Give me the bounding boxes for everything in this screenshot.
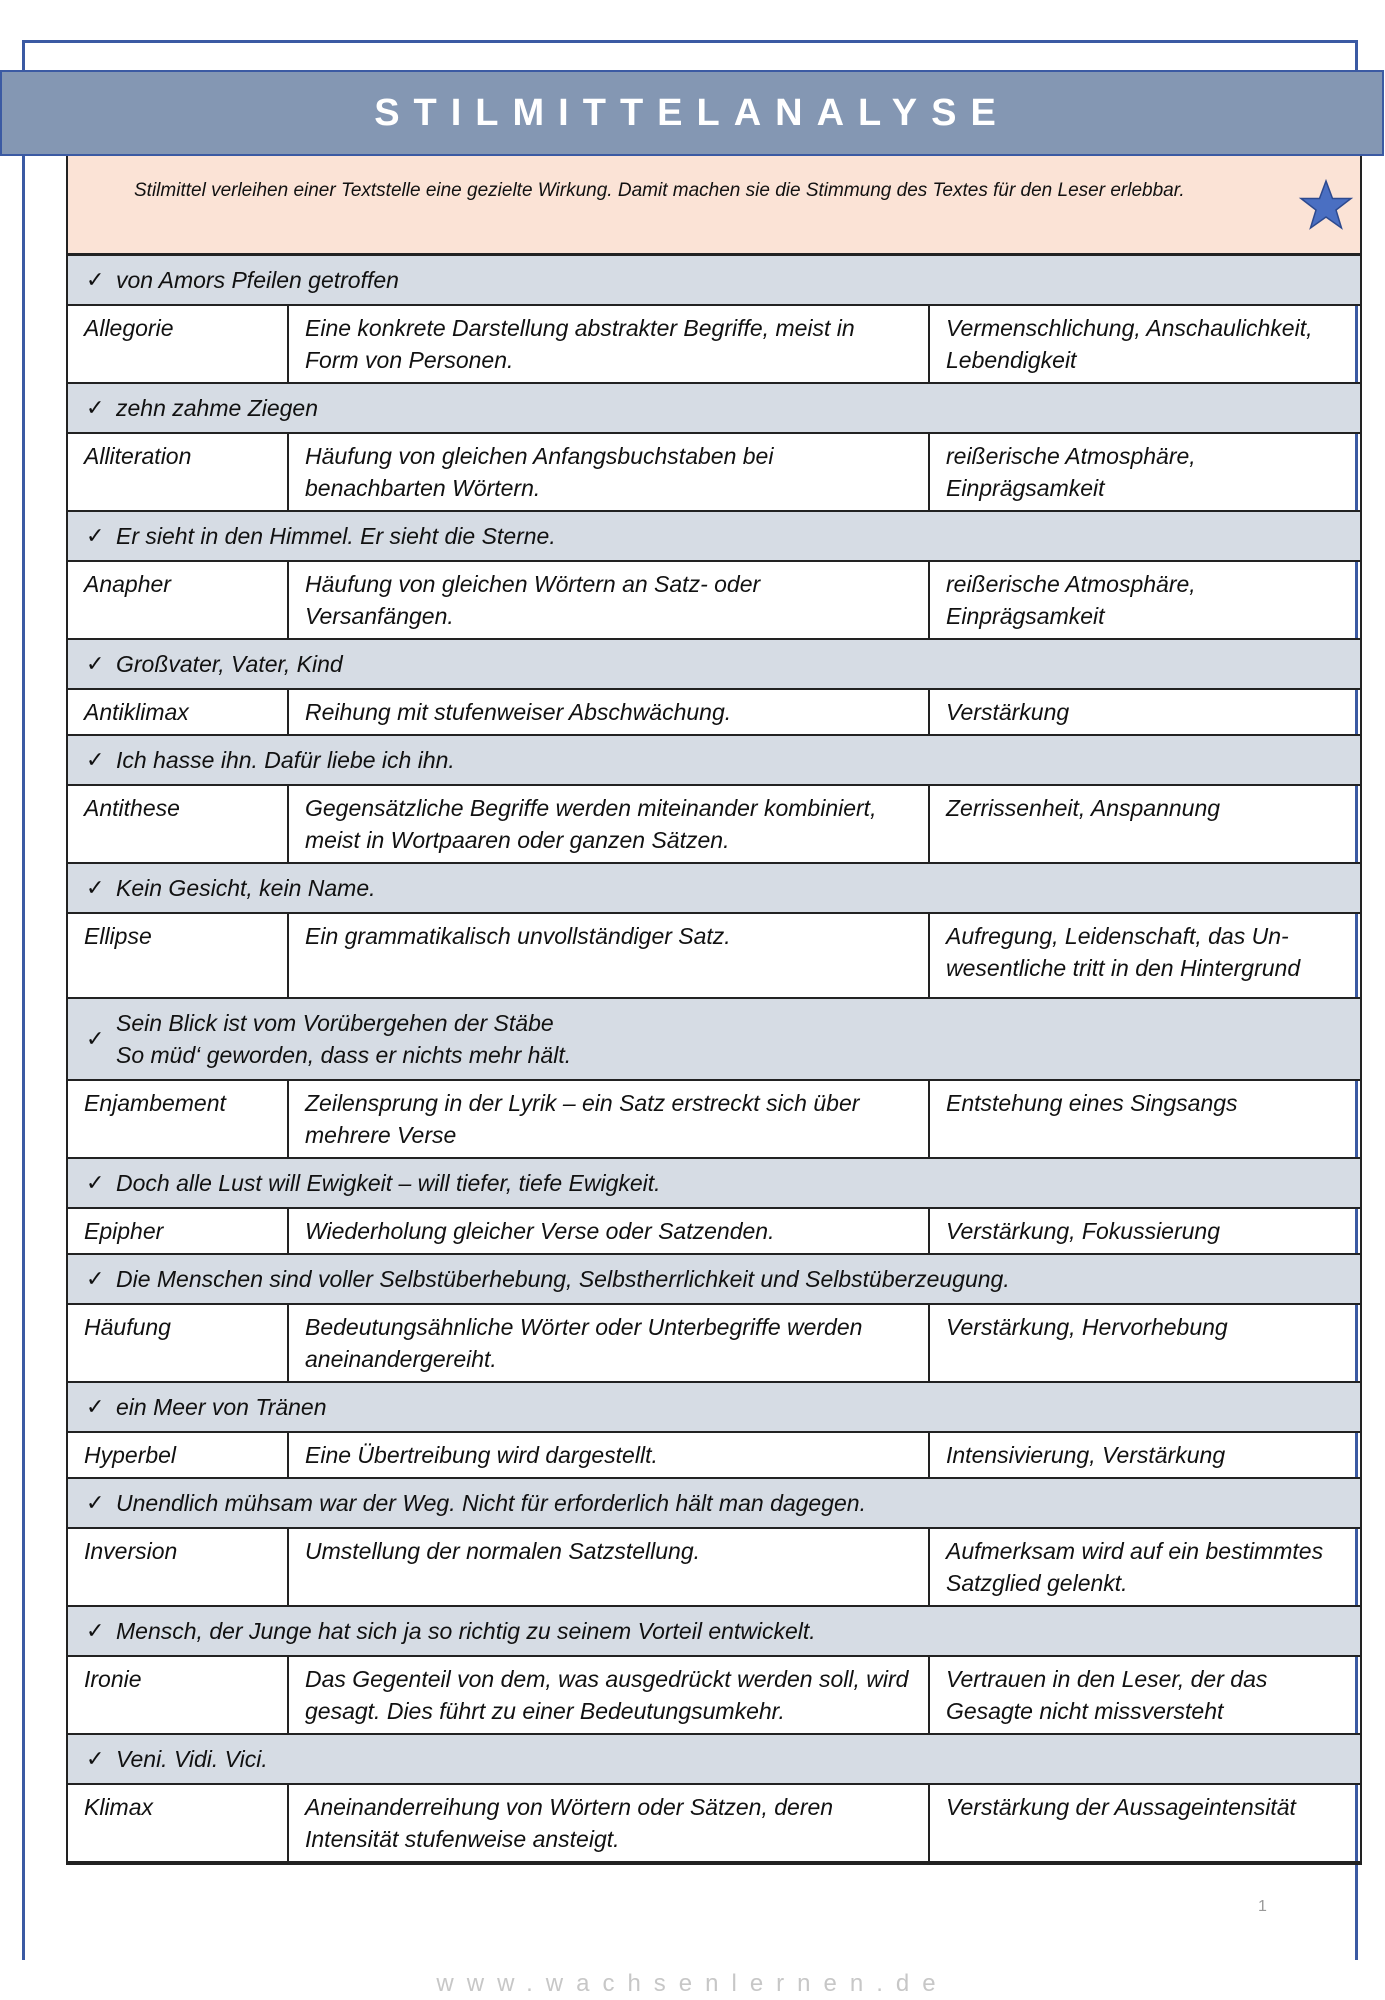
- example-text: Unendlich mühsam war der Weg. Nicht für erforderlich hält man dagegen.: [116, 1490, 866, 1516]
- table-body: [68, 256, 1360, 1863]
- definition-cell: Ein grammatikalisch unvollständiger Satz.: [289, 914, 930, 997]
- definition-row: [68, 1529, 1360, 1607]
- definition-cell: Wiederholung gleicher Verse oder Satzenden.: [289, 1209, 930, 1253]
- definition-cell: Häufung von gleichen Wörtern an Satz- oder Versanfängen.: [289, 562, 930, 638]
- checkmark-icon: ✓: [86, 1618, 105, 1643]
- checkmark-icon: ✓: [86, 523, 105, 548]
- term-cell: Epipher: [68, 1209, 289, 1253]
- term-cell: Inversion: [68, 1529, 289, 1605]
- definition-cell: Gegensätzliche Begriffe werden miteinander kombiniert, meist in Wortpaaren oder ganzen Sätzen.: [289, 786, 930, 862]
- example-text: Kein Gesicht, kein Name.: [116, 875, 376, 901]
- definition-row: [68, 1433, 1360, 1479]
- definition-cell: Eine konkrete Darstellung abstrakter Begriffe, meist in Form von Personen.: [289, 306, 930, 382]
- effect-cell: Entstehung eines Singsangs: [946, 1090, 1238, 1116]
- term-cell: Hyperbel: [68, 1433, 289, 1477]
- example-row: [68, 1735, 1360, 1785]
- term-cell: Klimax: [68, 1785, 289, 1861]
- checkmark-icon: ✓: [86, 267, 105, 292]
- definition-row: [68, 786, 1360, 864]
- term-cell: Anapher: [68, 562, 289, 638]
- definition-row: [68, 1305, 1360, 1383]
- example-row: [68, 512, 1360, 562]
- example-row: [68, 1383, 1360, 1433]
- example-row: [68, 1607, 1360, 1657]
- intro-text: Stilmittel verleihen einer Textstelle eine gezielte Wirkung. Damit machen sie die Stimmung des Textes für den Leser erlebbar.: [134, 180, 1185, 201]
- term-cell: Antithese: [68, 786, 289, 862]
- example-row: [68, 864, 1360, 914]
- example-text: ein Meer von Tränen: [116, 1394, 327, 1420]
- example-row: [68, 256, 1360, 306]
- example-row: [68, 1479, 1360, 1529]
- definition-row: [68, 914, 1360, 999]
- effect-cell: Intensivierung, Verstärkung: [946, 1442, 1226, 1468]
- effect-cell: Zerrissenheit, Anspannung: [946, 795, 1221, 821]
- effect-cell: Vermenschlichung, Anschaulichkeit, Lebendigkeit: [946, 315, 1313, 373]
- effect-cell: Aufmerksam wird auf ein bestimmtes Satzglied gelenkt.: [946, 1538, 1324, 1596]
- term-cell: Allegorie: [68, 306, 289, 382]
- term-cell: Ellipse: [68, 914, 289, 997]
- term-cell: Ironie: [68, 1657, 289, 1733]
- star-icon: [1298, 178, 1354, 234]
- effect-cell: Verstärkung der Aussageintensität: [946, 1794, 1296, 1820]
- definition-row: [68, 562, 1360, 640]
- definition-row: [68, 1785, 1360, 1863]
- definition-cell: Zeilensprung in der Lyrik – ein Satz erstreckt sich über mehrere Verse: [289, 1081, 930, 1157]
- example-text: Veni. Vidi. Vici.: [116, 1746, 268, 1772]
- checkmark-icon: ✓: [86, 1170, 105, 1195]
- example-text: Großvater, Vater, Kind: [116, 651, 343, 677]
- effect-cell: Verstärkung: [946, 699, 1070, 725]
- definition-row: [68, 1081, 1360, 1159]
- effect-cell: reißerische Atmosphäre, Einprägsamkeit: [946, 443, 1196, 501]
- definition-cell: Reihung mit stufenweiser Abschwächung.: [289, 690, 930, 734]
- example-row: [68, 1255, 1360, 1305]
- definition-cell: Das Gegenteil von dem, was ausgedrückt werden soll, wird gesagt. Dies führt zu einer Bedeutungsumkehr.: [289, 1657, 930, 1733]
- title-bar: [0, 70, 1384, 156]
- example-text: Die Menschen sind voller Selbstüberhebung, Selbstherrlichkeit und Selbstüberzeugung.: [116, 1266, 1010, 1292]
- page-number: 1: [1258, 1898, 1267, 1915]
- example-row: [68, 999, 1360, 1081]
- checkmark-icon: ✓: [86, 1394, 105, 1419]
- definition-cell: Bedeutungsähnliche Wörter oder Unterbegriffe werden aneinandergereiht.: [289, 1305, 930, 1381]
- effect-cell: Verstärkung, Fokussierung: [946, 1218, 1221, 1244]
- example-row: [68, 1159, 1360, 1209]
- example-text: Doch alle Lust will Ewigkeit – will tiefer, tiefe Ewigkeit.: [116, 1170, 661, 1196]
- definition-row: [68, 690, 1360, 736]
- definition-cell: Häufung von gleichen Anfangsbuchstaben bei benachbarten Wörtern.: [289, 434, 930, 510]
- example-text: Ich hasse ihn. Dafür liebe ich ihn.: [116, 747, 455, 773]
- checkmark-icon: ✓: [86, 1746, 105, 1771]
- definition-row: [68, 434, 1360, 512]
- example-text: Sein Blick ist vom Vorübergehen der Stäbe So müd‘ geworden, dass er nichts mehr hält.: [116, 1010, 572, 1068]
- effect-cell: Vertrauen in den Leser, der das Gesagte nicht missversteht: [946, 1666, 1268, 1724]
- example-text: zehn zahme Ziegen: [116, 395, 319, 421]
- effect-cell: Aufregung, Leidenschaft, das Un-wesentliche tritt in den Hintergrund: [946, 923, 1301, 981]
- term-cell: Häufung: [68, 1305, 289, 1381]
- example-text: Mensch, der Junge hat sich ja so richtig zu seinem Vorteil entwickelt.: [116, 1618, 816, 1644]
- definition-cell: Umstellung der normalen Satzstellung.: [289, 1529, 930, 1605]
- checkmark-icon: ✓: [86, 1490, 105, 1515]
- effect-cell: Verstärkung, Hervorhebung: [946, 1314, 1228, 1340]
- example-row: [68, 384, 1360, 434]
- checkmark-icon: ✓: [86, 747, 105, 772]
- intro-box: [68, 156, 1360, 256]
- stilmittel-table: [66, 156, 1362, 1865]
- term-cell: Antiklimax: [68, 690, 289, 734]
- effect-cell: reißerische Atmosphäre, Einprägsamkeit: [946, 571, 1196, 629]
- footer-url: www.wachsenlernen.de: [436, 1970, 949, 1997]
- checkmark-icon: ✓: [86, 1026, 105, 1051]
- page-title: STILMITTELANALYSE: [374, 91, 1010, 134]
- example-text: Er sieht in den Himmel. Er sieht die Sterne.: [116, 523, 556, 549]
- example-row: [68, 736, 1360, 786]
- definition-row: [68, 1209, 1360, 1255]
- checkmark-icon: ✓: [86, 1266, 105, 1291]
- example-row: [68, 640, 1360, 690]
- checkmark-icon: ✓: [86, 395, 105, 420]
- definition-cell: Eine Übertreibung wird dargestellt.: [289, 1433, 930, 1477]
- term-cell: Alliteration: [68, 434, 289, 510]
- example-text: von Amors Pfeilen getroffen: [116, 267, 399, 293]
- checkmark-icon: ✓: [86, 875, 105, 900]
- term-cell: Enjambement: [68, 1081, 289, 1157]
- checkmark-icon: ✓: [86, 651, 105, 676]
- definition-cell: Aneinanderreihung von Wörtern oder Sätzen, deren Intensität stufenweise ansteigt.: [289, 1785, 930, 1861]
- definition-row: [68, 1657, 1360, 1735]
- definition-row: [68, 306, 1360, 384]
